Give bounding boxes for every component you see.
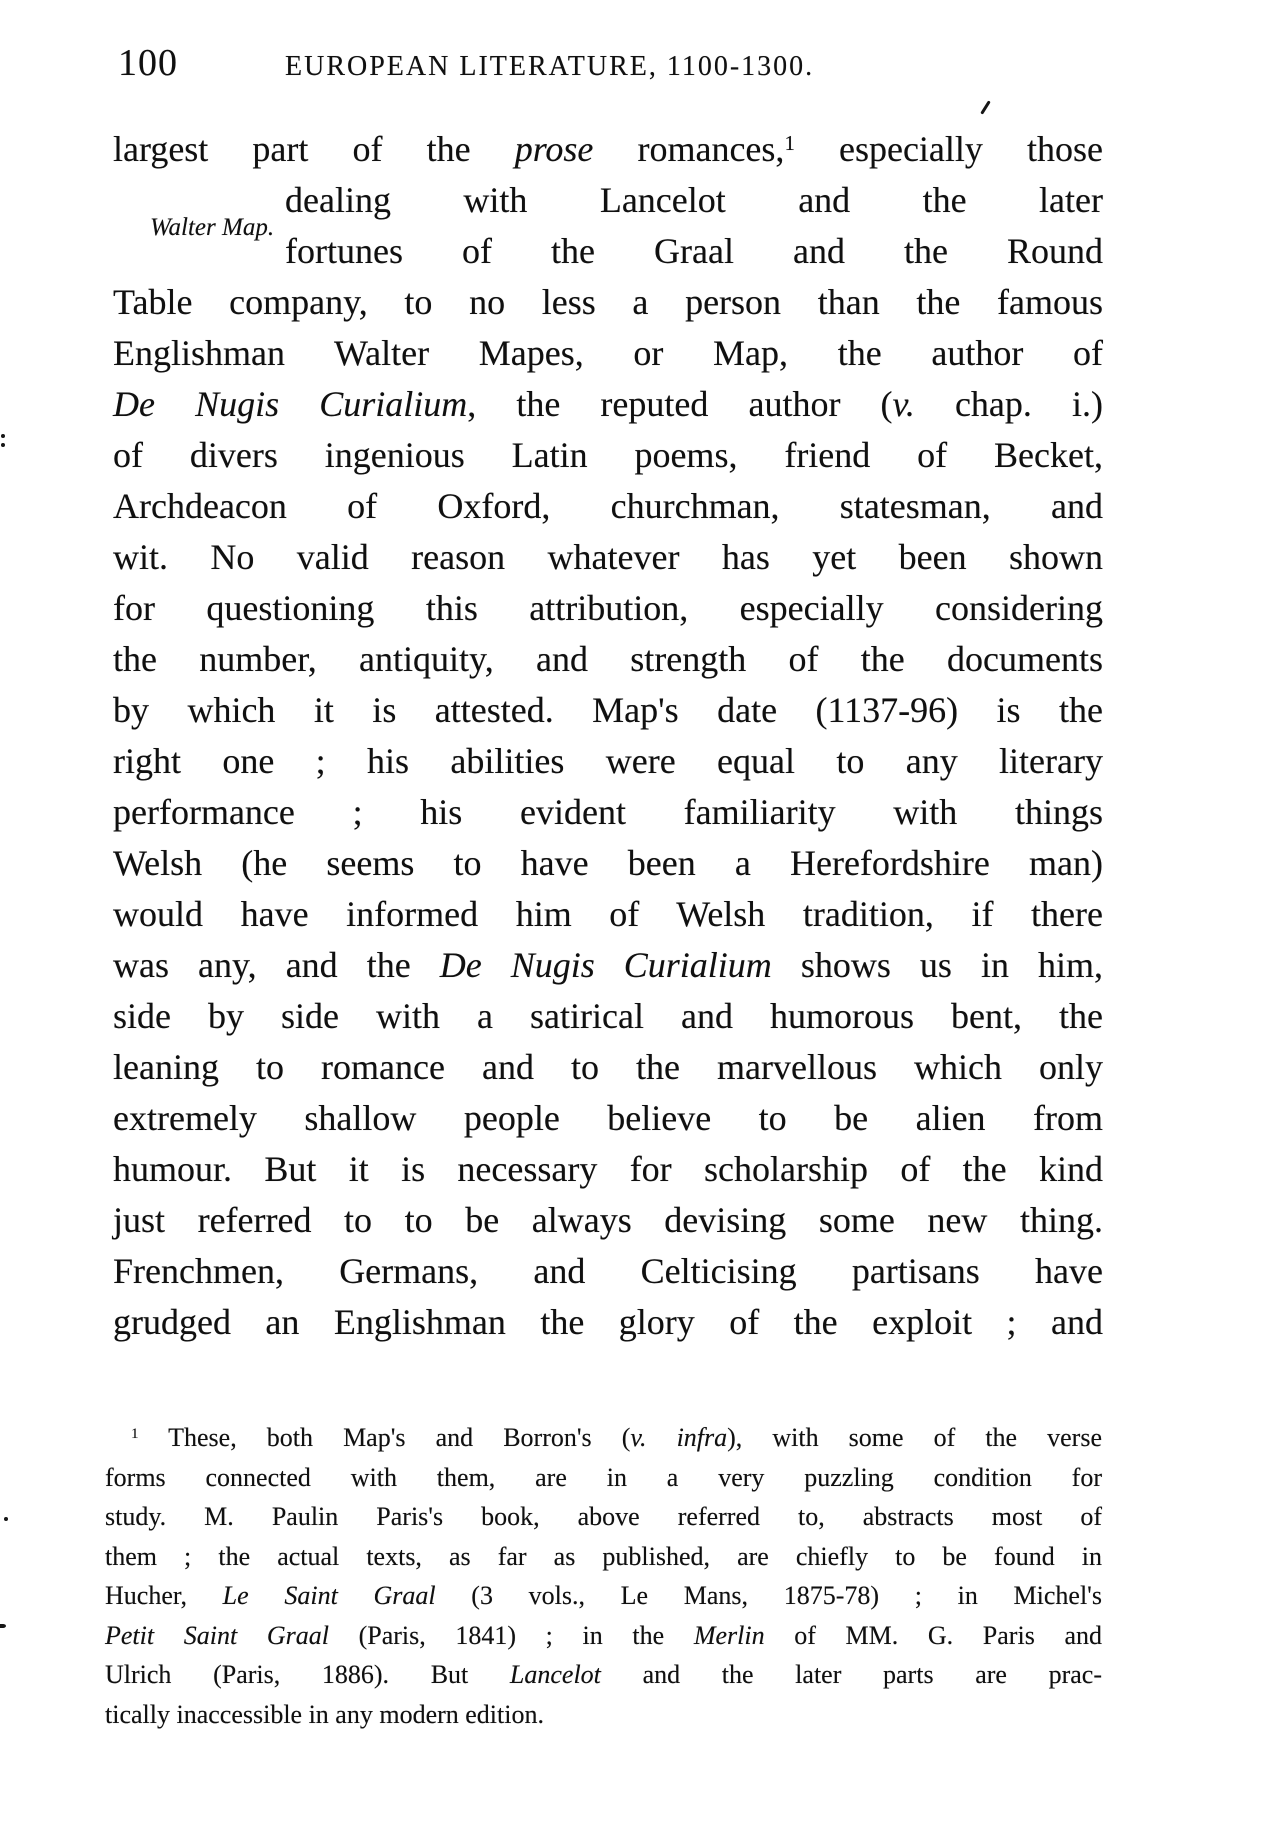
italic-text: De Nugis Curialium xyxy=(439,945,772,985)
text-run: dealing with Lancelot and the later xyxy=(285,180,1103,220)
text-run: Frenchmen, Germans, and Celticising partisans have xyxy=(113,1251,1103,1291)
text-run: was any, and the xyxy=(113,945,440,985)
page-number: 100 xyxy=(118,42,178,84)
body-line xyxy=(113,175,1103,226)
text-run: Hucher, xyxy=(105,1581,223,1610)
body-line xyxy=(113,532,1103,583)
text-run: would have informed him of Welsh tradition, if there xyxy=(113,894,1103,934)
text-run: just referred to to be always devising some new thing. xyxy=(113,1200,1103,1240)
footnote-line xyxy=(105,1458,1102,1498)
text-run: grudged an Englishman the glory of the exploit ; and xyxy=(113,1302,1103,1342)
text-run: the number, antiquity, and strength of the documents xyxy=(113,639,1103,679)
footnote-reference: 1 xyxy=(784,131,795,156)
body-line xyxy=(113,1093,1103,1144)
text-run: right one ; his abilities were equal to any literary xyxy=(113,741,1103,781)
footnote-line xyxy=(105,1616,1102,1656)
body-line xyxy=(113,1042,1103,1093)
body-line xyxy=(113,838,1103,889)
scan-artifact-tick xyxy=(980,100,990,114)
footnote xyxy=(105,1418,1102,1734)
body-line xyxy=(113,685,1103,736)
text-run: side by side with a satirical and humorous bent, the xyxy=(113,996,1103,1036)
footnote-line xyxy=(105,1655,1102,1695)
body-line xyxy=(113,379,1103,430)
body-line xyxy=(113,736,1103,787)
running-header: EUROPEAN LITERATURE, 1100-1300. xyxy=(285,51,815,82)
body-line xyxy=(113,991,1103,1042)
body-line xyxy=(113,634,1103,685)
text-run: chap. i.) xyxy=(914,384,1103,424)
text-run: Welsh (he seems to have been a Herefordshire man) xyxy=(113,843,1103,883)
italic-text: Le Saint Graal xyxy=(222,1581,436,1610)
body-line xyxy=(113,124,1103,175)
body-line xyxy=(113,1144,1103,1195)
text-run: romances, xyxy=(593,129,785,169)
text-run: for questioning this attribution, especially considering xyxy=(113,588,1103,628)
footnote-line xyxy=(105,1576,1102,1616)
footnote-line xyxy=(105,1497,1102,1537)
text-run: especially those xyxy=(794,129,1104,169)
scan-artifact-speck xyxy=(4,1517,8,1521)
text-run: tically inaccessible in any modern edition. xyxy=(105,1699,544,1729)
text-run: leaning to romance and to the marvellous which only xyxy=(113,1047,1103,1087)
margin-note: Walter Map. xyxy=(150,214,275,241)
text-run: largest part of the xyxy=(113,129,515,169)
text-run: them ; the actual texts, as far as published, are chiefly to be found in xyxy=(105,1541,1102,1571)
footnote-line xyxy=(105,1537,1102,1577)
text-run: , the reputed author ( xyxy=(467,384,893,424)
text-run: wit. No valid reason whatever has yet been shown xyxy=(113,537,1103,577)
text-run: (3 vols., Le Mans, 1875-78) ; in Michel's xyxy=(435,1581,1102,1610)
body-line xyxy=(113,583,1103,634)
text-run: forms connected with them, are in a very puzzling condition for xyxy=(105,1462,1102,1492)
scan-artifact-speck xyxy=(1,434,5,438)
text-run: of MM. G. Paris and xyxy=(764,1620,1102,1650)
body-line xyxy=(113,430,1103,481)
text-run: Table company, to no less a person than the famous xyxy=(113,282,1103,322)
text-run: of divers ingenious Latin poems, friend of Becket, xyxy=(113,435,1103,475)
italic-text: v. infra xyxy=(630,1423,728,1452)
text-run: shows us in him, xyxy=(771,945,1103,985)
body-line xyxy=(113,787,1103,838)
footnote-line xyxy=(105,1418,1102,1458)
body-line xyxy=(113,226,1103,277)
text-run: Englishman Walter Mapes, or Map, the author of xyxy=(113,333,1103,373)
text-run: by which it is attested. Map's date (1137-96) is the xyxy=(113,690,1103,730)
text-run: fortunes of the Graal and the Round xyxy=(285,231,1103,271)
text-run: ), with some of the verse xyxy=(727,1423,1102,1452)
text-run: Ulrich (Paris, 1886). But xyxy=(105,1660,510,1689)
italic-text: v. xyxy=(892,384,915,424)
body-line xyxy=(113,1246,1103,1297)
body-line xyxy=(113,1297,1103,1348)
body-line xyxy=(113,277,1103,328)
text-run: Archdeacon of Oxford, churchman, statesman, and xyxy=(113,486,1103,526)
footnote-line xyxy=(105,1695,1102,1735)
footnote-reference: 1 xyxy=(131,1426,139,1443)
body-line xyxy=(113,940,1103,991)
text-run: extremely shallow people believe to be alien from xyxy=(113,1098,1103,1138)
body-paragraph xyxy=(113,124,1103,1348)
body-line xyxy=(113,889,1103,940)
italic-text: prose xyxy=(514,129,594,169)
body-line xyxy=(113,1195,1103,1246)
text-run: These, both Map's and Borron's ( xyxy=(138,1423,631,1452)
body-line xyxy=(113,328,1103,379)
text-run: and the later parts are prac- xyxy=(600,1660,1102,1689)
scan-artifact-speck xyxy=(0,1624,6,1628)
text-run: performance ; his evident familiarity with things xyxy=(113,792,1103,832)
text-run: humour. But it is necessary for scholarship of the kind xyxy=(113,1149,1103,1189)
italic-text: Petit Saint Graal xyxy=(105,1620,329,1650)
text-run: (Paris, 1841) ; in the xyxy=(328,1620,694,1650)
italic-text: De Nugis Curialium xyxy=(113,384,468,424)
italic-text: Lancelot xyxy=(509,1660,601,1689)
italic-text: Merlin xyxy=(693,1620,765,1650)
body-line xyxy=(113,481,1103,532)
text-run: study. M. Paulin Paris's book, above referred to, abstracts most of xyxy=(105,1502,1102,1531)
